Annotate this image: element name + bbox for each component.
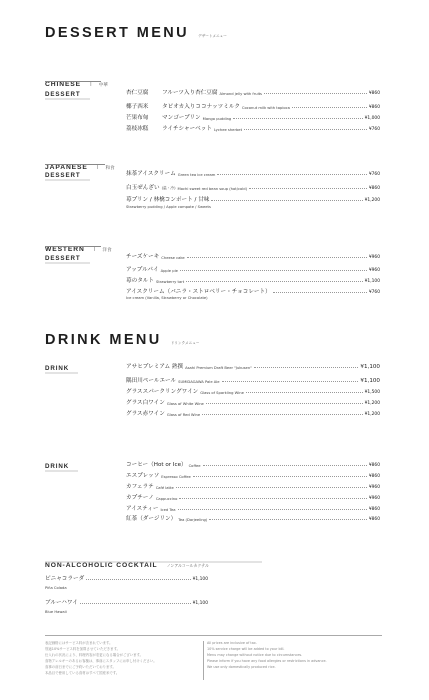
- footer-divider: [45, 635, 382, 636]
- item-name-jp: ピニャコラーダ: [45, 576, 85, 582]
- item-price: ¥1,200: [364, 198, 380, 203]
- note-line: Menu may change without notice due to circumstances.: [207, 653, 303, 658]
- item-price: ¥860: [368, 463, 380, 468]
- dot-leader: [180, 270, 367, 271]
- item-name-en: Glass of Red Wine: [166, 413, 201, 417]
- menu-item: [126, 397, 380, 406]
- menu-item: [126, 264, 380, 273]
- dot-leader: [233, 118, 362, 119]
- dot-leader: [264, 93, 367, 94]
- item-name-jp: マンゴープリン: [162, 115, 201, 121]
- item-name-jp: フルーツ入り杏仁豆腐: [162, 90, 218, 96]
- item-price: ¥960: [368, 496, 380, 501]
- item-name-jp: ブルーハワイ: [45, 600, 78, 606]
- menu-item: [126, 408, 380, 417]
- item-subtitle-en: Blue Hawaii: [45, 610, 67, 614]
- item-price: ¥1,100: [192, 577, 208, 582]
- item-price: ¥860: [368, 507, 380, 512]
- dot-leader: [179, 498, 366, 499]
- drink-menu-title: DRINK MENU: [45, 332, 162, 348]
- item-price: ¥1,100: [192, 601, 208, 606]
- note-line: 10% service charge will be added to your bill.: [207, 647, 285, 652]
- menu-item: [126, 87, 380, 96]
- item-price: ¥1,100: [360, 364, 380, 370]
- item-name-en: Green tea ice cream: [177, 173, 216, 177]
- item-subtitle-en: Strawberry pudding / Apple compote / Sweets: [126, 205, 211, 209]
- menu-item: [126, 275, 380, 284]
- menu-item: [126, 459, 380, 468]
- item-name-en: Lychee sherbet: [213, 128, 243, 132]
- item-price: ¥1,100: [360, 378, 380, 384]
- item-name-jp: エスプレッソ: [126, 473, 160, 479]
- menu-item: [126, 481, 380, 490]
- note-line: Please inform if you have any food allergies or restrictions in advance.: [207, 659, 327, 664]
- item-name-jp: タピオカ入りココナッツミルク: [162, 104, 240, 110]
- item-price: ¥960: [368, 255, 380, 260]
- note-line: 別途10%サービス料を加算させていただきます。: [45, 647, 121, 652]
- category-japanese-jp: 和食: [105, 166, 115, 171]
- item-name-jp: グラススパークリングワイン: [126, 389, 199, 395]
- item-name-jp: 白玉ぜんざい: [126, 185, 160, 191]
- item-name-en: Iced Tea: [160, 508, 176, 512]
- item-name-en: Almond jelly with fruits: [219, 92, 262, 96]
- item-name-jp: アイスティー: [126, 506, 159, 512]
- dot-leader: [292, 107, 367, 108]
- item-name-jp: 苺プリン / 林檎コンポート / 甘味: [126, 197, 210, 203]
- item-name-jp: ライチシャーベット: [162, 126, 212, 132]
- footer-notes-en: [207, 640, 327, 670]
- category-separator: I: [90, 82, 92, 88]
- dot-leader: [206, 403, 363, 404]
- category-chinese-label: CHINESE: [45, 81, 82, 88]
- dot-leader: [254, 367, 359, 368]
- item-subtitle-en: Piña Colada: [45, 586, 67, 590]
- item-name-jp: チーズケーキ: [126, 254, 160, 260]
- item-name-cn: 杏仁豆腐: [126, 90, 149, 96]
- item-name-jp: 紅茶（ダージリン）: [126, 516, 177, 522]
- item-price: ¥1,100: [364, 279, 380, 284]
- category-underline: [45, 164, 105, 165]
- item-price: ¥1,000: [364, 116, 380, 121]
- menu-item: [126, 375, 380, 384]
- category-western-label: WESTERN: [45, 246, 85, 253]
- item-name-en: Glass of White Wine: [166, 402, 204, 406]
- note-line: 食物アレルギーのあるお客様は、事前にスタッフにお申し付けください。: [45, 659, 157, 664]
- menu-item: [126, 286, 380, 295]
- item-price: ¥960: [368, 268, 380, 273]
- item-price: ¥960: [368, 485, 380, 490]
- dessert-menu-header: [45, 22, 227, 41]
- category-japanese-label: JAPANESE: [45, 164, 88, 171]
- item-name-en: Café latte: [155, 486, 174, 490]
- note-line: 仕入れの状況により、料理内容が変更になる場合がございます。: [45, 653, 144, 658]
- menu-item: [126, 251, 380, 260]
- dot-leader: [176, 487, 367, 488]
- item-price: ¥1,200: [364, 401, 380, 406]
- item-name-jp: 抹茶アイスクリーム: [126, 171, 176, 177]
- menu-item: [126, 182, 380, 191]
- dessert-menu-title: DESSERT MENU: [45, 25, 190, 41]
- category-non-alcoholic: [45, 552, 209, 571]
- item-name-en: Coffee: [188, 464, 201, 468]
- footer-column-divider: [203, 641, 204, 680]
- footer-notes-jp: [45, 640, 157, 677]
- note-line: All prices are inclusive of tax.: [207, 641, 257, 645]
- section-label-drink: DRINK: [45, 463, 70, 470]
- menu-item: [45, 573, 208, 582]
- drink-menu-subtitle: ドリンクメニュー: [170, 341, 200, 345]
- item-name-en: Espresso Coffee: [161, 475, 191, 479]
- item-price: ¥860: [368, 186, 380, 191]
- item-name-en: Coconut milk with tapioca: [241, 106, 290, 110]
- drink-menu-header: [45, 329, 199, 348]
- menu-item: [45, 597, 208, 606]
- item-name-en: Cheese cake: [161, 256, 185, 260]
- dot-leader: [202, 414, 363, 415]
- section-label-dessert: DESSERT: [45, 172, 81, 179]
- category-non-alcoholic-label: NON-ALCOHOLIC COCKTAIL: [45, 562, 158, 569]
- item-name-jp: 隅田川ペールエール: [126, 378, 177, 384]
- item-name-en: Tea (Darjeeling): [178, 518, 208, 522]
- item-price: ¥860: [368, 474, 380, 479]
- dot-leader: [244, 129, 367, 130]
- category-separator: I: [96, 165, 99, 171]
- item-price: ¥760: [368, 172, 380, 177]
- dot-leader: [249, 188, 367, 189]
- category-chinese-jp: 中華: [98, 83, 108, 88]
- dot-leader: [209, 519, 366, 520]
- dot-leader: [211, 200, 362, 201]
- item-subtitle-en: Ice cream (Vanilla, Strawberry or Chocolate): [126, 296, 208, 300]
- item-name-jp: グラス白ワイン: [126, 400, 165, 406]
- item-name-jp: アサヒプレミアム 熟撰: [126, 364, 184, 370]
- note-line: We use only domestically produced rice.: [207, 665, 276, 670]
- menu-item: [126, 503, 380, 512]
- item-price: ¥1,200: [364, 412, 380, 417]
- menu-item: [126, 492, 380, 501]
- dot-leader: [246, 392, 363, 393]
- menu-item: [126, 123, 380, 132]
- menu-item: [126, 361, 380, 370]
- item-name-cn: 芒果布甸: [126, 115, 149, 121]
- dot-leader: [217, 174, 366, 175]
- item-name-jp: アイスクリーム（バニラ・ストロベリー・チョコレート）: [126, 289, 271, 295]
- item-price: ¥760: [368, 290, 380, 295]
- dot-leader: [222, 381, 359, 382]
- item-name-cn: 荔枝冰糕: [126, 126, 149, 132]
- dot-leader: [186, 281, 362, 282]
- note-line: 本品目で使用している食材はすべて国産米です。: [45, 671, 120, 676]
- item-name-en: Mochi sweet red bean soup (hot/cold): [177, 187, 248, 191]
- section-label-drink: DRINK: [45, 365, 70, 372]
- item-name-en: Apple pie: [160, 269, 178, 273]
- note-line: 表記価格にはサービス料が含まれています。: [45, 641, 113, 645]
- item-name-jp: コーヒー（Hot or Ice）: [126, 462, 187, 468]
- item-name-jp: グラス赤ワイン: [126, 411, 165, 417]
- category-western-jp: 洋食: [102, 248, 112, 253]
- menu-item: [126, 112, 380, 121]
- item-price: ¥860: [368, 517, 380, 522]
- note-line: 食事の前日までにご予約いただいております。: [45, 665, 116, 670]
- dot-leader: [86, 579, 190, 580]
- item-name-jp: カプチーノ: [126, 495, 154, 501]
- dot-leader: [203, 465, 367, 466]
- category-separator: I: [93, 247, 96, 253]
- menu-item: [126, 168, 380, 177]
- item-name-jp: カフェラテ: [126, 484, 154, 490]
- item-price: ¥860: [368, 105, 380, 110]
- dot-leader: [187, 257, 367, 258]
- item-name-en: Asahi Premium Draft Beer "Jukusen": [185, 366, 252, 370]
- section-label-dessert: DESSERT: [45, 91, 81, 98]
- category-underline: [45, 81, 101, 82]
- item-name-jp: 苺のタルト: [126, 278, 154, 284]
- item-name-cn: 椰子西米: [126, 104, 149, 110]
- dot-leader: [80, 603, 191, 604]
- menu-item: [126, 386, 380, 395]
- item-note: (温・冷): [161, 186, 176, 190]
- item-price: ¥1,500: [364, 390, 380, 395]
- item-name-en: Strawberry tart: [155, 280, 185, 284]
- item-price: ¥760: [368, 127, 380, 132]
- item-name-en: Mango pudding: [202, 117, 232, 121]
- section-label-dessert: DESSERT: [45, 255, 81, 262]
- dot-leader: [273, 292, 367, 293]
- dessert-menu-subtitle: デザートメニュー: [198, 34, 227, 38]
- item-name-en: Glass of Sparkling Wine: [200, 391, 244, 395]
- dot-leader: [178, 509, 367, 510]
- item-name-en: SUMIDAGAWA Pale Ale: [178, 380, 220, 384]
- item-price: ¥860: [368, 91, 380, 96]
- category-non-alcoholic-jp: ノンアルコールカクテル: [166, 563, 209, 568]
- menu-item: [126, 470, 380, 479]
- menu-item: [126, 194, 380, 203]
- menu-item: [126, 513, 380, 522]
- item-name-jp: アップルパイ: [126, 267, 159, 273]
- item-name-en: Cappuccino: [155, 497, 178, 501]
- category-underline: [45, 246, 101, 247]
- dot-leader: [193, 476, 367, 477]
- menu-item: [126, 101, 380, 110]
